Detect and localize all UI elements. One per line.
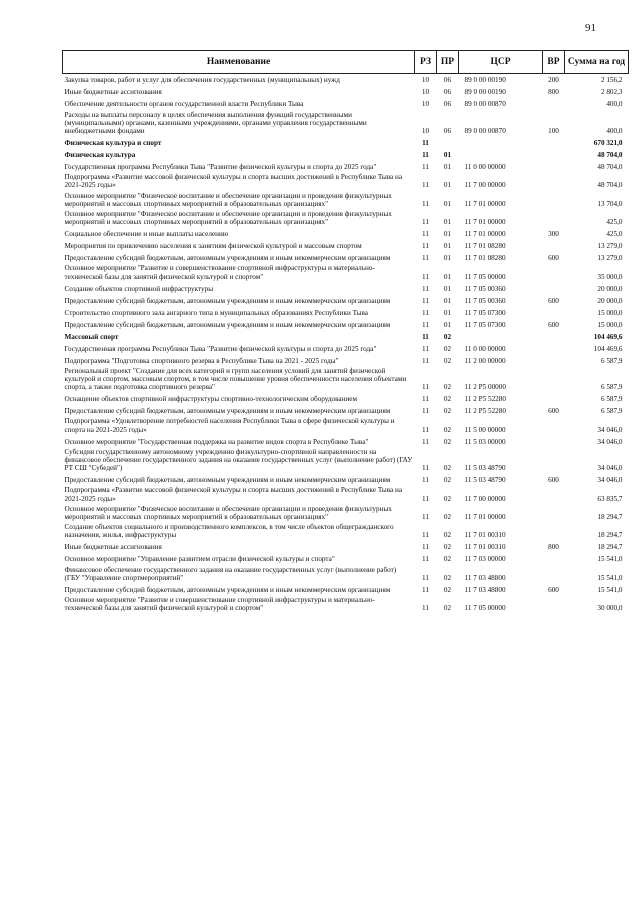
cell-rz: 11 xyxy=(422,494,429,503)
cell-pr: 02 xyxy=(443,332,452,341)
cell-vr xyxy=(543,191,565,209)
table-row xyxy=(63,354,629,366)
cell-sum: 15 541,0 xyxy=(597,585,623,594)
header-pr: ПР xyxy=(437,51,459,74)
cell-rz: 11 xyxy=(422,254,429,263)
cell-vr xyxy=(543,136,565,148)
cell-sum: 35 000,0 xyxy=(597,272,623,281)
cell-rz: 11 xyxy=(422,604,429,613)
cell-rz: 11 xyxy=(422,356,429,365)
cell-name: Создание объектов социального и производственного комплексов, в том числе объектов общегражданского назначения, жилья, инфраструктуры xyxy=(64,523,394,540)
cell-csr: 11 7 00 00000 xyxy=(464,494,506,503)
cell-csr: 11 7 05 07300 xyxy=(464,320,506,329)
cell-name: Субсидия государственному автономному учреждению физкультурно-спортивной направленности на финансовое обеспечение государственного задания на оказание государственных услуг (выполнение работ) (ГАУ РТ СШ "Субедей") xyxy=(64,447,413,473)
cell-csr: 11 7 03 48800 xyxy=(464,585,506,594)
cell-rz: 11 xyxy=(422,162,429,171)
cell-rz: 11 xyxy=(422,437,429,446)
cell-pr: 01 xyxy=(443,320,452,329)
cell-rz: 11 xyxy=(422,138,429,147)
cell-vr: 600 xyxy=(548,254,559,263)
cell-csr: 11 7 03 48800 xyxy=(464,573,506,582)
table-row xyxy=(63,416,629,434)
cell-csr xyxy=(459,148,543,160)
cell-csr xyxy=(459,136,543,148)
cell-name: Основное мероприятие "Физическое воспитание и обеспечение организации и проведения физкультурных мероприятий и массовых спортивных мероприятий в образовательных организациях" xyxy=(64,209,392,227)
table-row xyxy=(63,263,629,281)
cell-pr: 02 xyxy=(443,407,452,416)
cell-vr xyxy=(543,172,565,190)
cell-rz: 11 xyxy=(422,383,429,392)
cell-sum: 18 294,7 xyxy=(597,531,623,540)
cell-name: Расходы на выплаты персоналу в целях обеспечения выполнения функций государственными (муниципальными) органами, казенными учреждениями, органами управления государственными внебюджетными фондами xyxy=(64,110,367,135)
cell-pr: 02 xyxy=(443,395,452,404)
cell-name: Предоставление субсидий бюджетным, автономным учреждениям и иным некоммерческим организациям xyxy=(64,476,391,485)
cell-rz: 11 xyxy=(422,218,429,227)
cell-pr: 01 xyxy=(443,218,452,227)
cell-pr: 02 xyxy=(443,573,452,582)
cell-rz: 10 xyxy=(421,88,430,97)
cell-csr: 11 7 05 00000 xyxy=(464,604,506,613)
cell-sum: 2 802,3 xyxy=(600,88,623,97)
cell-pr: 01 xyxy=(443,181,452,190)
cell-sum: 18 294,7 xyxy=(597,512,623,521)
cell-name: Обеспечение деятельности органов государственной власти Республики Тыва xyxy=(64,100,304,109)
header-rz: РЗ xyxy=(415,51,437,74)
cell-rz: 11 xyxy=(422,242,429,251)
cell-sum: 63 835,7 xyxy=(597,494,623,503)
cell-rz: 11 xyxy=(422,308,429,317)
cell-pr: 01 xyxy=(443,284,452,293)
cell-sum: 18 294,7 xyxy=(597,543,623,552)
cell-pr: 02 xyxy=(443,344,452,353)
cell-csr: 11 7 05 07300 xyxy=(464,308,506,317)
cell-csr: 11 7 01 00000 xyxy=(464,218,506,227)
table-row xyxy=(63,330,629,342)
cell-vr: 600 xyxy=(548,407,559,416)
cell-vr xyxy=(543,239,565,251)
cell-vr xyxy=(543,504,565,522)
cell-vr xyxy=(543,354,565,366)
cell-sum: 34 046,0 xyxy=(597,464,623,473)
cell-vr xyxy=(543,148,565,160)
cell-vr xyxy=(543,98,565,110)
cell-vr xyxy=(543,485,565,503)
header-csr: ЦСР xyxy=(459,51,543,74)
cell-name: Создание объектов спортивной инфраструктуры xyxy=(64,284,214,293)
cell-csr: 89 0 00 00190 xyxy=(464,88,506,97)
cell-csr: 11 0 00 00000 xyxy=(464,344,506,353)
cell-vr: 600 xyxy=(548,296,559,305)
table-row xyxy=(63,595,629,613)
cell-name: Основное мероприятие "Государственная поддержка на развитие видов спорта в Республике Тыва" xyxy=(64,437,369,446)
cell-pr: 02 xyxy=(443,383,452,392)
table-row xyxy=(63,565,629,583)
page-number: 91 xyxy=(585,22,596,34)
cell-pr: 01 xyxy=(443,254,452,263)
cell-csr xyxy=(459,330,543,342)
cell-name: Массовый спорт xyxy=(64,332,119,341)
cell-csr: 11 2 00 00000 xyxy=(464,356,506,365)
cell-vr xyxy=(543,447,565,474)
header-vr: ВР xyxy=(543,51,565,74)
cell-pr: 01 xyxy=(443,308,452,317)
cell-rz: 11 xyxy=(422,555,429,564)
cell-rz: 10 xyxy=(421,100,430,109)
table-row xyxy=(63,541,629,553)
cell-rz: 11 xyxy=(422,284,429,293)
cell-csr: 11 5 03 48790 xyxy=(464,464,506,473)
cell-sum: 15 541,0 xyxy=(597,555,623,564)
cell-pr: 01 xyxy=(443,230,452,239)
cell-name: Подпрограмма "Подготовка спортивного резерва в Республике Тыва на 2021 - 2025 годы" xyxy=(64,356,339,365)
cell-sum: 34 046,0 xyxy=(597,425,623,434)
cell-vr: 800 xyxy=(548,88,559,97)
cell-pr: 06 xyxy=(443,88,452,97)
cell-csr: 11 7 05 00000 xyxy=(464,272,506,281)
cell-vr: 200 xyxy=(548,76,559,85)
cell-name: Основное мероприятие "Физическое воспитание и обеспечение организации и проведения физкультурных мероприятий и массовых спортивных мероприятий в образовательных организациях" xyxy=(64,504,392,521)
cell-name: Финансовое обеспечение государственного задания на оказание государственных услуг (выполнение работ) (ГБУ "Управление спортмероприятий" xyxy=(64,565,397,582)
cell-name: Подпрограмма «Удовлетворение потребностей населения Республики Тыва в сфере физической культуры и спорта на 2021-2025 годы» xyxy=(64,417,395,434)
cell-sum: 48 704,0 xyxy=(597,150,623,159)
cell-pr: 02 xyxy=(443,585,452,594)
cell-vr: 600 xyxy=(548,585,559,594)
cell-vr xyxy=(543,522,565,540)
cell-rz: 11 xyxy=(422,464,429,473)
cell-pr: 01 xyxy=(443,242,452,251)
table-body xyxy=(63,74,629,614)
header-name: Наименование xyxy=(63,51,415,74)
cell-pr: 02 xyxy=(443,464,452,473)
cell-csr: 11 7 01 00000 xyxy=(464,512,506,521)
table-row xyxy=(63,435,629,447)
cell-sum: 34 046,0 xyxy=(597,476,623,485)
cell-vr: 600 xyxy=(548,476,559,485)
cell-rz: 11 xyxy=(422,150,429,159)
header-sum: Сумма на год xyxy=(565,51,629,74)
table-row xyxy=(63,318,629,330)
cell-rz: 11 xyxy=(422,199,429,208)
cell-rz: 11 xyxy=(422,425,429,434)
cell-vr xyxy=(543,330,565,342)
cell-pr: 02 xyxy=(443,356,452,365)
cell-sum: 20 000,0 xyxy=(597,296,623,305)
table-row xyxy=(63,447,629,474)
cell-sum: 20 000,0 xyxy=(597,284,623,293)
cell-pr: 02 xyxy=(443,425,452,434)
cell-vr xyxy=(543,416,565,434)
table-row xyxy=(63,504,629,522)
cell-csr: 11 7 01 08280 xyxy=(464,242,506,251)
cell-vr xyxy=(543,209,565,227)
table-row xyxy=(63,110,629,137)
cell-sum: 425,0 xyxy=(606,218,623,227)
cell-name: Государственная программа Республики Тыва "Развитие физической культуры и спорта до 2025 года" xyxy=(64,162,377,171)
cell-sum: 6 587,9 xyxy=(600,395,623,404)
budget-table xyxy=(62,50,629,613)
cell-sum: 48 704,0 xyxy=(597,181,623,190)
cell-sum: 670 321,0 xyxy=(593,138,623,147)
cell-rz: 11 xyxy=(422,272,429,281)
table-row xyxy=(63,282,629,294)
cell-csr: 11 2 P5 52280 xyxy=(464,407,506,416)
cell-vr xyxy=(543,306,565,318)
cell-sum: 34 046,0 xyxy=(597,437,623,446)
cell-sum: 6 587,9 xyxy=(600,356,623,365)
table-row xyxy=(63,366,629,393)
cell-csr: 11 7 01 08280 xyxy=(464,254,506,263)
cell-name: Предоставление субсидий бюджетным, автономным учреждениям и иным некоммерческим организациям xyxy=(64,407,391,416)
cell-csr: 11 2 P5 52280 xyxy=(464,395,506,404)
cell-pr: 01 xyxy=(443,199,452,208)
cell-pr: 02 xyxy=(443,543,452,552)
cell-sum: 13 279,0 xyxy=(597,254,623,263)
table-row xyxy=(63,98,629,110)
cell-csr: 11 5 03 00000 xyxy=(464,437,506,446)
cell-csr: 11 7 05 00360 xyxy=(464,296,506,305)
cell-name: Строительство спортивного зала ангарного типа в муниципальных образованиях Республики Тыва xyxy=(64,308,368,317)
cell-csr: 11 0 00 00000 xyxy=(464,162,506,171)
cell-rz: 11 xyxy=(422,407,429,416)
cell-pr: 06 xyxy=(443,126,452,135)
cell-rz: 11 xyxy=(422,476,429,485)
cell-name: Основное мероприятие "Управление развитием отрасли физической культуры и спорта" xyxy=(64,555,335,564)
table-row xyxy=(63,342,629,354)
table-row xyxy=(63,392,629,404)
cell-csr: 11 7 05 00360 xyxy=(464,284,506,293)
cell-rz: 11 xyxy=(422,543,429,552)
cell-pr: 06 xyxy=(443,100,452,109)
cell-rz: 10 xyxy=(421,76,430,85)
cell-csr: 11 5 03 48790 xyxy=(464,476,506,485)
cell-pr: 02 xyxy=(443,512,452,521)
cell-sum: 15 541,0 xyxy=(597,573,623,582)
table-header xyxy=(63,51,629,74)
table-row xyxy=(63,583,629,595)
cell-name: Подпрограмма «Развитие массовой физической культуры и спорта высших достижений в Республике Тыва на 2021-2025 годы» xyxy=(64,173,403,190)
cell-name: Закупка товаров, работ и услуг для обеспечения государственных (муниципальных) нужд xyxy=(64,76,340,85)
cell-name: Социальное обеспечение и иные выплаты населению xyxy=(64,230,229,239)
cell-pr: 02 xyxy=(443,476,452,485)
cell-sum: 400,0 xyxy=(606,100,623,109)
cell-csr: 11 7 01 00000 xyxy=(464,199,506,208)
cell-sum: 104 469,6 xyxy=(593,344,623,353)
cell-vr xyxy=(543,282,565,294)
table-row xyxy=(63,209,629,227)
table-row xyxy=(63,485,629,503)
table-row xyxy=(63,227,629,239)
cell-pr xyxy=(437,136,459,148)
cell-rz: 11 xyxy=(422,585,429,594)
cell-rz: 11 xyxy=(422,296,429,305)
cell-rz: 11 xyxy=(422,320,429,329)
cell-name: Региональный проект "Создание для всех категорий и групп населения условий для занятий физической культурой и спортом, массовым спортом, в том числе повышение уровня обеспеченности населения объектами спорта, а также подготовка спортивного резерва" xyxy=(64,366,407,392)
cell-pr: 02 xyxy=(443,604,452,613)
cell-csr: 11 7 00 00000 xyxy=(464,181,506,190)
cell-name: Предоставление субсидий бюджетным, автономным учреждениям и иным некоммерческим организациям xyxy=(64,320,391,329)
cell-name: Подпрограмма «Развитие массовой физической культуры и спорта высших достижений в Республике Тыва на 2021-2025 годы» xyxy=(64,486,403,503)
cell-vr: 800 xyxy=(548,543,559,552)
table-row xyxy=(63,306,629,318)
cell-sum: 13 704,0 xyxy=(597,199,623,208)
cell-vr xyxy=(543,263,565,281)
cell-csr: 11 7 03 00000 xyxy=(464,555,506,564)
table-row xyxy=(63,136,629,148)
cell-csr: 11 7 01 00000 xyxy=(464,230,506,239)
cell-pr: 02 xyxy=(443,494,452,503)
cell-pr: 02 xyxy=(443,531,452,540)
cell-name: Основное мероприятие "Развитие и совершенствование спортивной инфраструктуры и материально-технической базы для занятий физической культурой и спортом" xyxy=(64,595,375,613)
cell-sum: 2 156,2 xyxy=(600,76,623,85)
cell-name: Государственная программа Республики Тыва "Развитие физической культуры и спорта до 2025 года" xyxy=(64,344,377,353)
table-row xyxy=(63,74,629,86)
cell-csr: 89 0 00 00870 xyxy=(464,100,506,109)
table-row xyxy=(63,191,629,209)
cell-name: Оснащение объектов спортивной инфраструктуры спортивно-технологическим оборудованием xyxy=(64,395,358,404)
cell-pr: 01 xyxy=(443,150,452,159)
cell-name: Физическая культура и спорт xyxy=(64,138,162,147)
cell-vr xyxy=(543,565,565,583)
cell-rz: 11 xyxy=(422,181,429,190)
cell-sum: 30 000,0 xyxy=(597,604,623,613)
cell-vr: 600 xyxy=(548,320,559,329)
cell-vr: 100 xyxy=(548,126,559,135)
cell-name: Предоставление субсидий бюджетным, автономным учреждениям и иным некоммерческим организациям xyxy=(64,585,391,594)
table-row xyxy=(63,553,629,565)
cell-rz: 11 xyxy=(422,512,429,521)
cell-sum: 425,0 xyxy=(606,230,623,239)
cell-sum: 15 000,0 xyxy=(597,308,623,317)
cell-rz: 11 xyxy=(422,344,429,353)
table-row xyxy=(63,239,629,251)
cell-name: Физическая культура xyxy=(64,150,136,159)
cell-vr xyxy=(543,160,565,172)
table-row xyxy=(63,172,629,190)
cell-pr: 06 xyxy=(443,76,452,85)
cell-vr: 300 xyxy=(548,230,559,239)
cell-pr: 02 xyxy=(443,555,452,564)
cell-sum: 13 279,0 xyxy=(597,242,623,251)
cell-rz: 11 xyxy=(422,395,429,404)
table-row xyxy=(63,473,629,485)
cell-name: Основное мероприятие "Физическое воспитание и обеспечение организации и проведения физкультурных мероприятий и массовых спортивных мероприятий в образовательных организациях" xyxy=(64,191,392,208)
cell-name: Мероприятия по привлечению населения к занятиям физической культурой и массовым спортом xyxy=(64,242,362,251)
cell-rz: 11 xyxy=(422,332,429,341)
cell-csr: 11 2 P5 00000 xyxy=(464,383,506,392)
cell-vr xyxy=(543,595,565,613)
cell-vr xyxy=(543,342,565,354)
cell-csr: 11 7 01 00310 xyxy=(464,531,506,540)
table-row xyxy=(63,86,629,98)
cell-pr: 01 xyxy=(443,296,452,305)
cell-rz: 11 xyxy=(422,531,429,540)
cell-sum: 15 000,0 xyxy=(597,320,623,329)
cell-rz: 11 xyxy=(422,573,429,582)
cell-vr xyxy=(543,366,565,393)
cell-csr: 11 7 01 00310 xyxy=(464,543,506,552)
table-row xyxy=(63,148,629,160)
table-row xyxy=(63,251,629,263)
table-row xyxy=(63,404,629,416)
cell-sum: 6 587,9 xyxy=(600,383,623,392)
cell-csr: 89 0 00 00190 xyxy=(464,76,506,85)
cell-pr: 01 xyxy=(443,272,452,281)
cell-sum: 400,0 xyxy=(606,126,623,135)
cell-name: Предоставление субсидий бюджетным, автономным учреждениям и иным некоммерческим организациям xyxy=(64,296,391,305)
cell-sum: 6 587,9 xyxy=(600,407,623,416)
cell-rz: 10 xyxy=(421,126,430,135)
cell-name: Предоставление субсидий бюджетным, автономным учреждениям и иным некоммерческим организациям xyxy=(64,254,391,263)
cell-pr: 01 xyxy=(443,162,452,171)
cell-vr xyxy=(543,553,565,565)
cell-name: Основное мероприятие "Развитие и совершенствование спортивной инфраструктуры и материально-технической базы для занятий физической культурой и спортом" xyxy=(64,264,375,281)
cell-name: Иные бюджетные ассигнования xyxy=(64,88,162,97)
table-row xyxy=(63,160,629,172)
cell-vr xyxy=(543,435,565,447)
cell-vr xyxy=(543,392,565,404)
cell-pr: 02 xyxy=(443,437,452,446)
table-row xyxy=(63,522,629,540)
cell-name: Иные бюджетные ассигнования xyxy=(64,543,162,552)
cell-csr: 89 0 00 00870 xyxy=(464,126,506,135)
table-row xyxy=(63,294,629,306)
cell-sum: 48 704,0 xyxy=(597,162,623,171)
cell-rz: 11 xyxy=(422,230,429,239)
cell-sum: 104 469,6 xyxy=(593,332,623,341)
cell-csr: 11 5 00 00000 xyxy=(464,425,506,434)
